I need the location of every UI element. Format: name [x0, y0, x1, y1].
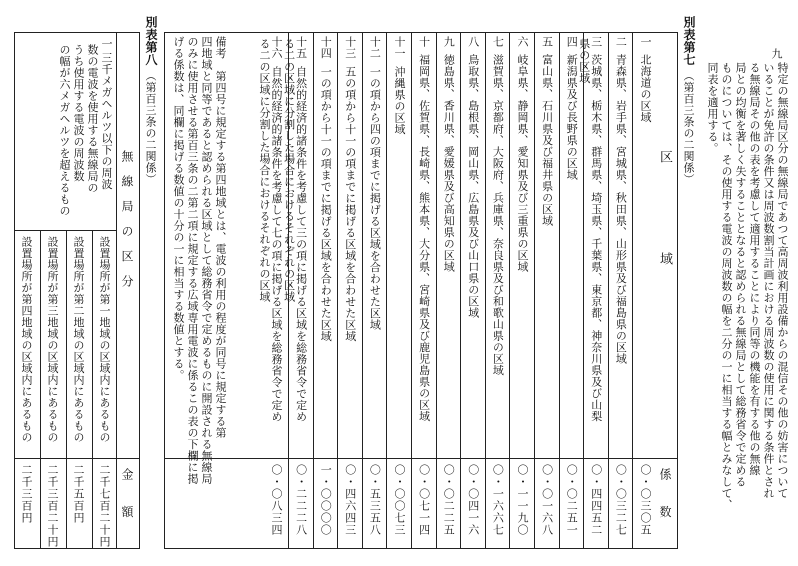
- table7-row-region: 沖縄県の区域: [393, 66, 406, 135]
- table7-row-coef: 〇・二二二八: [294, 464, 308, 536]
- note-nine-line: る無線局その他の表を考慮して適用することにより同等の機能を有する他の無線: [748, 62, 761, 476]
- table7-row-number: 十二: [368, 36, 382, 59]
- table7-row-region: 青森県、岩手県、宮城県、秋田県、山形県及び福島県の区域: [614, 54, 628, 365]
- table7-row-coef: 〇・五三五八: [368, 464, 382, 536]
- table7-row-coef: 〇・四四五二: [589, 464, 603, 536]
- note-nine-line: 同表を適用する。: [706, 62, 719, 154]
- table7-row-number: 十四: [319, 36, 333, 59]
- table7-ref: （第百三条の二関係）: [682, 70, 695, 185]
- table7-row-number: 十六: [270, 36, 283, 59]
- table7-row-region: 鳥取県、島根県、岡山県、広島県及び山口県の区域: [466, 54, 480, 319]
- table7-note-line: のみに使用させる第百三条の二第二項に規定する広域専用電波に係るこの表の下欄に掲: [186, 36, 199, 485]
- table8-row-condition: 設置場所が第一地域の区域内にあるもの: [98, 236, 111, 443]
- table7-row-region: 徳島県、香川県、愛媛県及び高知県の区域: [442, 54, 456, 273]
- table7-row-coef: 〇・〇四一六: [466, 464, 480, 536]
- table7-header-region: 区 域: [657, 150, 672, 269]
- table7-row-region: 新潟県及び長野県の区域: [565, 54, 579, 181]
- table8-group-line: の幅が六メガヘルツを超えるもの: [58, 44, 71, 217]
- table7-row-coef: 〇・〇八三四: [270, 464, 283, 536]
- table7-row-coef: 〇・〇二五一: [565, 464, 579, 536]
- note-nine-line: 局との均衡を著しく失することとなると認められる無線局として総務省令で定める: [734, 62, 747, 488]
- table8-group-line: 三千メガヘルツ以下の周波: [100, 52, 113, 190]
- table7-row-region: 北海道の区域: [639, 54, 652, 123]
- table8-row-amount: 二千三百円: [20, 464, 33, 524]
- table7-row-region: 滋賀県、京都府、大阪府、兵庫県、奈良県及び和歌山県の区域: [491, 54, 505, 376]
- table7-row-number: 十一: [393, 36, 406, 59]
- table8-row-condition: 設置場所が第三地域の区域内にあるもの: [46, 236, 59, 443]
- table7-row-region: 五の項から十一の項までに掲げる区域を合わせた区域: [343, 66, 357, 342]
- table7-row-coef: 〇・〇三二七: [614, 464, 628, 536]
- table8-group-number: 一: [100, 38, 113, 50]
- table7-header-coef: 係 数: [658, 468, 672, 518]
- table7-row-region: 自然的経済的諸条件を考慮して七の項に掲げる区域を総務省令で定め: [270, 66, 283, 423]
- table7-row-region: 茨城県、栃木県、群馬県、埼玉県、千葉県、東京都、神奈川県及び山梨: [589, 54, 603, 422]
- table7-row-region: 福岡県、佐賀県、長崎県、熊本県、大分県、宮崎県及び鹿児島県の区域: [417, 54, 431, 422]
- table7-row-region-cont: る二の区域に分割した場合におけるそれぞれの区域: [282, 38, 296, 303]
- table7-row-coef: 〇・〇三〇五: [639, 464, 652, 536]
- table7-note-line: 四地域と同等であると認められる区域として総務省令で定めるものに開設される無線局: [200, 36, 213, 485]
- table8-row-amount: 二千五百円: [72, 464, 85, 524]
- table7-row-coef: 〇・〇二二五: [442, 464, 456, 536]
- table8-row-amount: 二千三百二十円: [46, 464, 59, 548]
- table7-row-number: 八: [466, 36, 480, 48]
- table7-row-region: 富山県、石川県及び福井県の区域: [540, 54, 554, 227]
- table7-row-coef: 〇・〇一六八: [540, 464, 554, 536]
- table7-row-number: 四: [565, 36, 579, 48]
- note-nine-number: 九: [770, 48, 783, 60]
- table8-row-amount: 二千七百二十円: [98, 464, 111, 548]
- table7-row-number: 九: [442, 36, 456, 48]
- table7-row-coef: 〇・一一九〇: [516, 464, 529, 536]
- table7-row-coef: 〇・〇〇七三: [393, 464, 406, 536]
- table7-row-number: 三: [589, 36, 603, 48]
- note-nine-line: ものについては、その使用する電波の周波数の幅を二分の一に相当する幅とみなして、: [720, 62, 733, 511]
- table7-title: 別表第七: [682, 16, 696, 66]
- table8-header-amount: 金 額: [120, 468, 134, 518]
- table7-row-number: 七: [491, 36, 505, 48]
- table7-row-region: 岐阜県、静岡県、愛知県及び三重県の区域: [516, 54, 529, 273]
- table8-group-line: うち使用する電波の周波数: [72, 44, 85, 182]
- table7-row-number: 五: [540, 36, 554, 48]
- table8-header-region: 無 線 局 の 区 分: [120, 150, 134, 288]
- table7-row-region-cont: 県の区域: [577, 38, 591, 84]
- table7-row-region-cont: る二の区域に分割した場合におけるそれぞれの区域: [258, 38, 271, 303]
- table7-row-number: 十五: [294, 36, 308, 59]
- table7-row-number: 一: [639, 36, 652, 48]
- note-nine-line: いることが免許の条件又は周波数割当計画における周波数の使用に関する条件とされ: [762, 62, 775, 499]
- note-nine-line: 特定の無線局区分の無線局であつて高周波利用設備からの混信その他の妨害について: [776, 62, 789, 499]
- table7-row-coef: 〇・〇七一四: [417, 464, 431, 536]
- table8-group-line: 数の電波を使用する無線局の: [86, 44, 99, 194]
- table7-row-number: 十: [417, 36, 431, 48]
- table7-row-region: 一の項から十一の項までに掲げる区域を合わせた区域: [319, 66, 333, 342]
- table7-row-coef: 一・〇〇〇〇: [319, 464, 333, 536]
- table7-row-coef: 〇・四六四三: [343, 464, 357, 536]
- table7-row-region: 自然的経済的諸条件を考慮して三の項に掲げる区域を総務省令で定め: [294, 66, 308, 423]
- table8-ref: （第百三条の二関係）: [144, 70, 157, 185]
- table7-row-coef: 〇・一六六七: [491, 464, 505, 536]
- table7-row-number: 十三: [343, 36, 357, 59]
- table8-title: 別表第八: [144, 16, 158, 66]
- table7-row-number: 六: [516, 36, 529, 48]
- table8-row-condition: 設置場所が第二地域の区域内にあるもの: [72, 236, 85, 443]
- table7-note-line: 備考 第四号に規定する第四地域とは、電波の利用の程度が同号に規定する第: [214, 36, 227, 439]
- table7-row-region: 一の項から四の項までに掲げる区域を合わせた区域: [368, 66, 382, 331]
- table7-row-number: 二: [614, 36, 628, 48]
- table7-note-line: げる係数は、同欄に掲げる数値の十分の一に相当する数値とする。: [172, 36, 185, 381]
- table8-row-condition: 設置場所が第四地域の区域内にあるもの: [20, 236, 33, 443]
